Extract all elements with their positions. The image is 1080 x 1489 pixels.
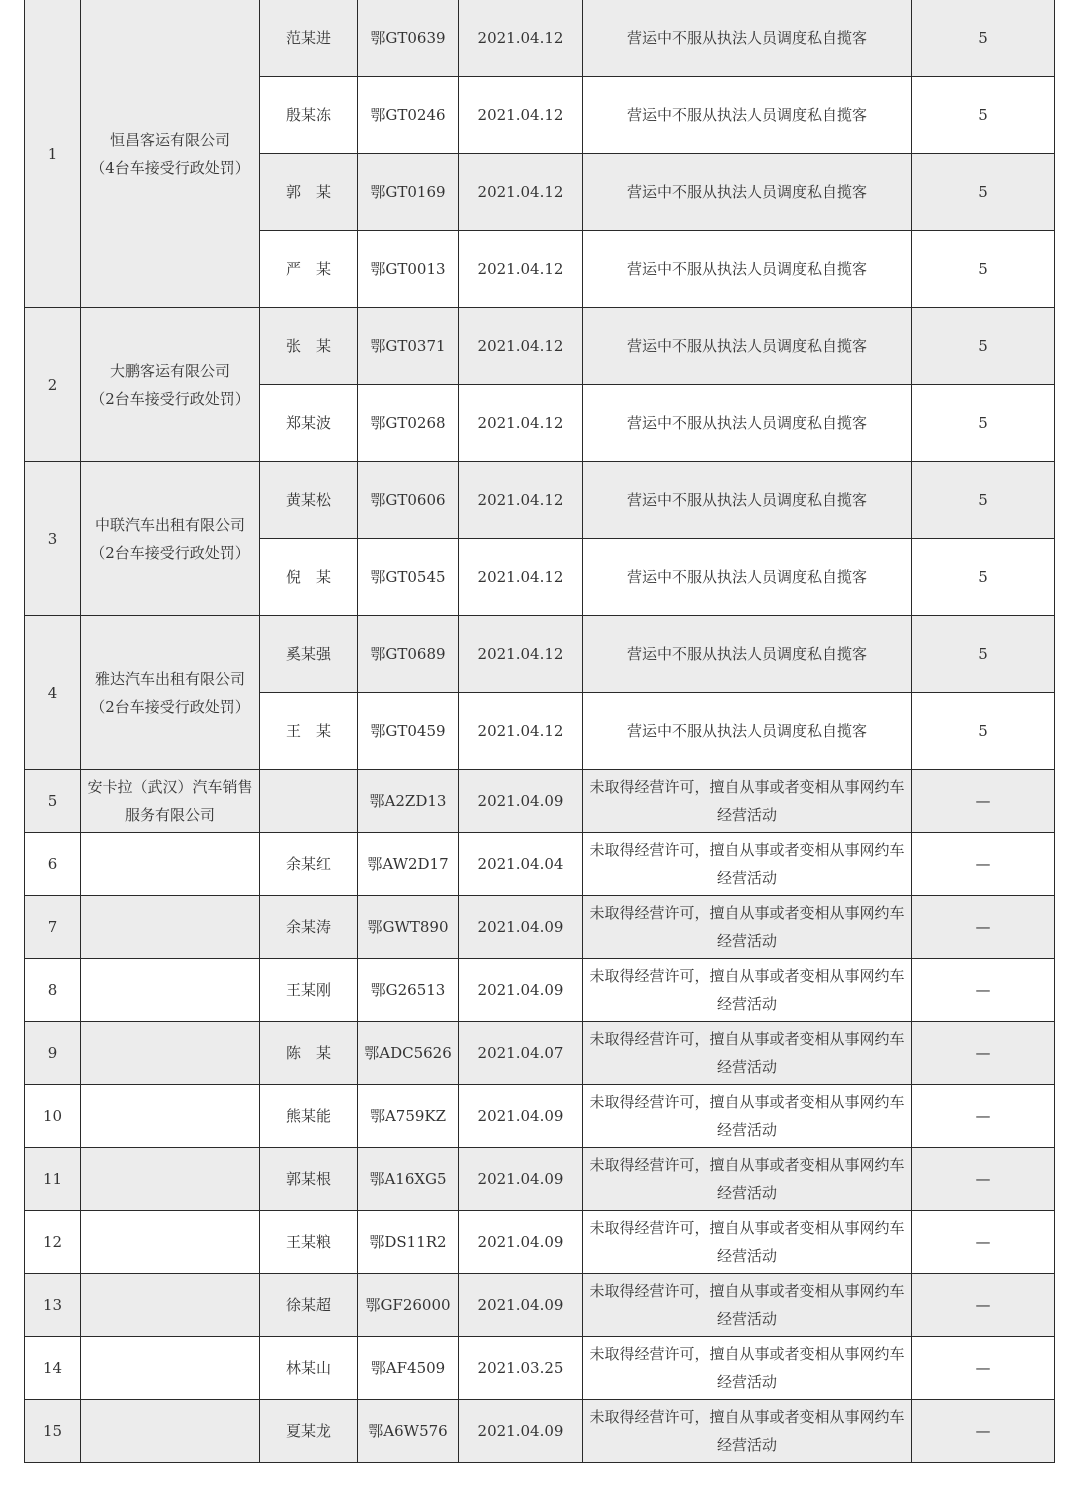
company-name xyxy=(81,896,260,959)
table-row xyxy=(25,770,1055,833)
row-number: 5 xyxy=(25,770,81,833)
table-row xyxy=(25,1400,1055,1463)
plate-number: 鄂GF26000 xyxy=(358,1274,459,1337)
violation-desc: 未取得经营许可，擅自从事或者变相从事网约车经营活动 xyxy=(583,1400,912,1463)
driver-name: 奚某强 xyxy=(260,616,358,693)
driver-name: 夏某龙 xyxy=(260,1400,358,1463)
company-note: （2台车接受行政处罚） xyxy=(90,543,250,562)
row-number: 14 xyxy=(25,1337,81,1400)
row-number: 8 xyxy=(25,959,81,1022)
penalty-points: — xyxy=(912,770,1055,833)
company-cell xyxy=(81,462,260,616)
plate-number: 鄂GWT890 xyxy=(358,896,459,959)
violation-desc: 营运中不服从执法人员调度私自揽客 xyxy=(583,231,912,308)
violation-desc: 营运中不服从执法人员调度私自揽客 xyxy=(583,308,912,385)
penalty-points: — xyxy=(912,833,1055,896)
plate-number: 鄂GT0639 xyxy=(358,0,459,77)
row-number: 3 xyxy=(25,462,81,616)
table-row xyxy=(25,1211,1055,1274)
plate-number: 鄂AF4509 xyxy=(358,1337,459,1400)
company-name: 恒昌客运有限公司 xyxy=(109,130,230,149)
driver-name: 倪 某 xyxy=(260,539,358,616)
driver-name: 郭 某 xyxy=(260,154,358,231)
company-name xyxy=(81,959,260,1022)
row-number: 10 xyxy=(25,1085,81,1148)
violation-date: 2021.04.12 xyxy=(459,231,583,308)
violation-desc: 未取得经营许可，擅自从事或者变相从事网约车经营活动 xyxy=(583,770,912,833)
violation-desc: 未取得经营许可，擅自从事或者变相从事网约车经营活动 xyxy=(583,959,912,1022)
plate-number: 鄂G26513 xyxy=(358,959,459,1022)
violation-date: 2021.04.12 xyxy=(459,539,583,616)
plate-number: 鄂AW2D17 xyxy=(358,833,459,896)
violation-desc: 营运中不服从执法人员调度私自揽客 xyxy=(583,616,912,693)
row-number: 4 xyxy=(25,616,81,770)
company-name: 安卡拉（武汉）汽车销售服务有限公司 xyxy=(81,770,260,833)
driver-name: 徐某超 xyxy=(260,1274,358,1337)
violation-desc: 未取得经营许可，擅自从事或者变相从事网约车经营活动 xyxy=(583,1148,912,1211)
violation-desc: 营运中不服从执法人员调度私自揽客 xyxy=(583,0,912,77)
company-name xyxy=(81,1085,260,1148)
company-name xyxy=(81,833,260,896)
penalty-points: — xyxy=(912,1211,1055,1274)
driver-name: 殷某冻 xyxy=(260,77,358,154)
violation-desc: 未取得经营许可，擅自从事或者变相从事网约车经营活动 xyxy=(583,833,912,896)
penalty-points: 5 xyxy=(912,385,1055,462)
penalty-points: 5 xyxy=(912,154,1055,231)
plate-number: 鄂A759KZ xyxy=(358,1085,459,1148)
driver-name xyxy=(260,770,358,833)
penalty-points: — xyxy=(912,1085,1055,1148)
plate-number: 鄂GT0459 xyxy=(358,693,459,770)
row-number: 11 xyxy=(25,1148,81,1211)
plate-number: 鄂GT0013 xyxy=(358,231,459,308)
penalty-points: 5 xyxy=(912,693,1055,770)
driver-name: 王某粮 xyxy=(260,1211,358,1274)
violation-date: 2021.04.07 xyxy=(459,1022,583,1085)
violation-date: 2021.04.12 xyxy=(459,462,583,539)
penalty-points: — xyxy=(912,1400,1055,1463)
table-body xyxy=(25,0,1055,1463)
row-number: 1 xyxy=(25,0,81,308)
table-row xyxy=(25,462,1055,539)
violation-desc: 未取得经营许可，擅自从事或者变相从事网约车经营活动 xyxy=(583,1022,912,1085)
violation-date: 2021.04.09 xyxy=(459,1400,583,1463)
table-row xyxy=(25,1085,1055,1148)
driver-name: 王 某 xyxy=(260,693,358,770)
row-number: 12 xyxy=(25,1211,81,1274)
plate-number: 鄂GT0689 xyxy=(358,616,459,693)
violation-desc: 营运中不服从执法人员调度私自揽客 xyxy=(583,693,912,770)
violation-date: 2021.04.09 xyxy=(459,1211,583,1274)
violation-date: 2021.04.09 xyxy=(459,1148,583,1211)
violation-desc: 未取得经营许可，擅自从事或者变相从事网约车经营活动 xyxy=(583,896,912,959)
driver-name: 陈 某 xyxy=(260,1022,358,1085)
penalty-points: 5 xyxy=(912,539,1055,616)
driver-name: 严 某 xyxy=(260,231,358,308)
table-row xyxy=(25,0,1055,77)
violation-desc: 营运中不服从执法人员调度私自揽客 xyxy=(583,154,912,231)
row-number: 2 xyxy=(25,308,81,462)
violation-date: 2021.04.09 xyxy=(459,770,583,833)
penalty-points: — xyxy=(912,1022,1055,1085)
violation-date: 2021.04.12 xyxy=(459,0,583,77)
company-cell xyxy=(81,616,260,770)
violation-desc: 未取得经营许可，擅自从事或者变相从事网约车经营活动 xyxy=(583,1337,912,1400)
violation-date: 2021.04.09 xyxy=(459,1085,583,1148)
table-row xyxy=(25,1022,1055,1085)
driver-name: 郑某波 xyxy=(260,385,358,462)
company-name xyxy=(81,1022,260,1085)
violation-desc: 未取得经营许可，擅自从事或者变相从事网约车经营活动 xyxy=(583,1211,912,1274)
penalty-points: 5 xyxy=(912,77,1055,154)
row-number: 6 xyxy=(25,833,81,896)
violation-date: 2021.04.09 xyxy=(459,959,583,1022)
driver-name: 林某山 xyxy=(260,1337,358,1400)
table-row xyxy=(25,1337,1055,1400)
penalty-points: 5 xyxy=(912,462,1055,539)
penalty-table xyxy=(24,0,1055,1463)
row-number: 7 xyxy=(25,896,81,959)
violation-date: 2021.04.09 xyxy=(459,1274,583,1337)
company-cell xyxy=(81,308,260,462)
penalty-points: — xyxy=(912,959,1055,1022)
company-name: 大鹏客运有限公司 xyxy=(109,361,230,380)
violation-desc: 营运中不服从执法人员调度私自揽客 xyxy=(583,77,912,154)
violation-date: 2021.04.12 xyxy=(459,77,583,154)
company-name xyxy=(81,1211,260,1274)
violation-desc: 营运中不服从执法人员调度私自揽客 xyxy=(583,385,912,462)
driver-name: 张 某 xyxy=(260,308,358,385)
table-row xyxy=(25,1274,1055,1337)
plate-number: 鄂ADC5626 xyxy=(358,1022,459,1085)
driver-name: 黄某松 xyxy=(260,462,358,539)
row-number: 13 xyxy=(25,1274,81,1337)
document-page xyxy=(24,0,1054,1463)
company-name xyxy=(81,1337,260,1400)
violation-date: 2021.04.12 xyxy=(459,385,583,462)
driver-name: 王某刚 xyxy=(260,959,358,1022)
driver-name: 范某进 xyxy=(260,0,358,77)
violation-date: 2021.04.09 xyxy=(459,896,583,959)
driver-name: 余某红 xyxy=(260,833,358,896)
row-number: 9 xyxy=(25,1022,81,1085)
plate-number: 鄂A2ZD13 xyxy=(358,770,459,833)
violation-desc: 未取得经营许可，擅自从事或者变相从事网约车经营活动 xyxy=(583,1085,912,1148)
violation-date: 2021.04.12 xyxy=(459,693,583,770)
table-row xyxy=(25,833,1055,896)
plate-number: 鄂GT0545 xyxy=(358,539,459,616)
plate-number: 鄂A16XG5 xyxy=(358,1148,459,1211)
driver-name: 熊某能 xyxy=(260,1085,358,1148)
company-name xyxy=(81,1148,260,1211)
violation-date: 2021.04.12 xyxy=(459,616,583,693)
violation-date: 2021.04.12 xyxy=(459,308,583,385)
table-row xyxy=(25,308,1055,385)
table-row xyxy=(25,1148,1055,1211)
row-number: 15 xyxy=(25,1400,81,1463)
company-name: 中联汽车出租有限公司 xyxy=(94,515,245,534)
penalty-points: — xyxy=(912,1337,1055,1400)
plate-number: 鄂GT0371 xyxy=(358,308,459,385)
penalty-points: — xyxy=(912,1148,1055,1211)
violation-date: 2021.04.12 xyxy=(459,154,583,231)
driver-name: 余某涛 xyxy=(260,896,358,959)
penalty-points: — xyxy=(912,896,1055,959)
penalty-points: 5 xyxy=(912,616,1055,693)
company-name xyxy=(81,1274,260,1337)
driver-name: 郭某根 xyxy=(260,1148,358,1211)
plate-number: 鄂GT0169 xyxy=(358,154,459,231)
company-note: （4台车接受行政处罚） xyxy=(90,158,250,177)
company-note: （2台车接受行政处罚） xyxy=(90,697,250,716)
plate-number: 鄂GT0268 xyxy=(358,385,459,462)
penalty-points: — xyxy=(912,1274,1055,1337)
plate-number: 鄂DS11R2 xyxy=(358,1211,459,1274)
company-name: 雅达汽车出租有限公司 xyxy=(94,669,245,688)
violation-date: 2021.03.25 xyxy=(459,1337,583,1400)
plate-number: 鄂GT0606 xyxy=(358,462,459,539)
company-name xyxy=(81,1400,260,1463)
table-row xyxy=(25,616,1055,693)
violation-desc: 营运中不服从执法人员调度私自揽客 xyxy=(583,539,912,616)
penalty-points: 5 xyxy=(912,231,1055,308)
plate-number: 鄂GT0246 xyxy=(358,77,459,154)
table-row xyxy=(25,959,1055,1022)
company-cell xyxy=(81,0,260,308)
penalty-points: 5 xyxy=(912,308,1055,385)
company-note: （2台车接受行政处罚） xyxy=(90,389,250,408)
violation-desc: 营运中不服从执法人员调度私自揽客 xyxy=(583,462,912,539)
violation-date: 2021.04.04 xyxy=(459,833,583,896)
plate-number: 鄂A6W576 xyxy=(358,1400,459,1463)
violation-desc: 未取得经营许可，擅自从事或者变相从事网约车经营活动 xyxy=(583,1274,912,1337)
table-row xyxy=(25,896,1055,959)
penalty-points: 5 xyxy=(912,0,1055,77)
